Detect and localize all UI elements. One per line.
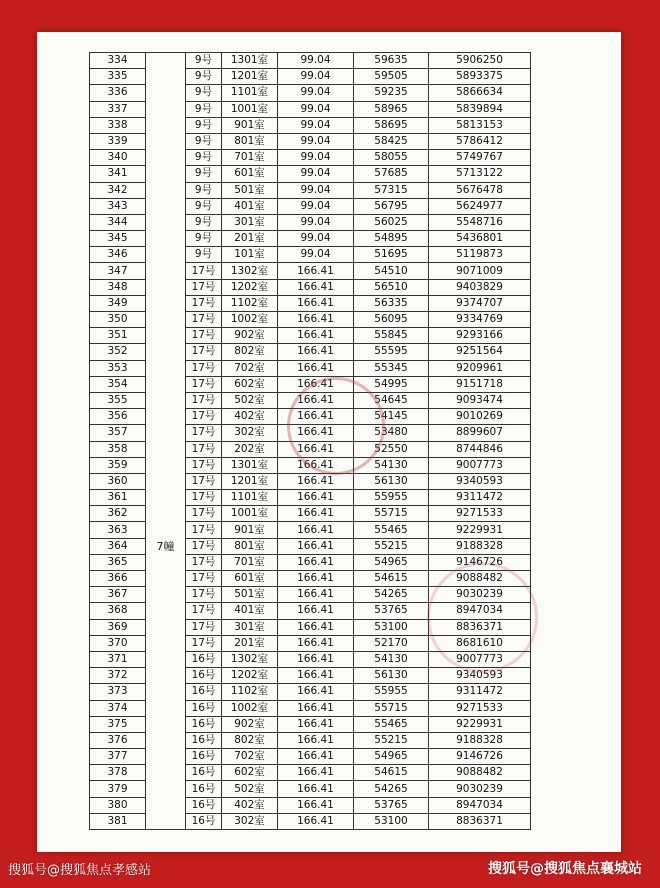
unit-price-cell: 54895 <box>354 231 429 247</box>
unit-price-cell: 55215 <box>354 732 429 748</box>
unit-price-cell: 58965 <box>354 101 429 117</box>
row-number-cell: 345 <box>90 231 146 247</box>
total-price-cell: 5786412 <box>429 133 531 149</box>
total-price-cell: 5676478 <box>429 182 531 198</box>
unit-price-cell: 58055 <box>354 150 429 166</box>
area-cell: 166.41 <box>278 376 354 392</box>
unit-price-cell: 55955 <box>354 490 429 506</box>
unit-number-cell: 17号 <box>186 635 222 651</box>
row-number-cell: 344 <box>90 214 146 230</box>
room-number-cell: 401室 <box>222 198 278 214</box>
room-number-cell: 201室 <box>222 635 278 651</box>
row-number-cell: 356 <box>90 409 146 425</box>
unit-number-cell: 17号 <box>186 344 222 360</box>
row-number-cell: 341 <box>90 166 146 182</box>
total-price-cell: 5548716 <box>429 214 531 230</box>
unit-number-cell: 16号 <box>186 651 222 667</box>
room-number-cell: 302室 <box>222 425 278 441</box>
row-number-cell: 379 <box>90 781 146 797</box>
unit-number-cell: 9号 <box>186 133 222 149</box>
unit-price-cell: 55465 <box>354 522 429 538</box>
unit-price-cell: 56510 <box>354 279 429 295</box>
unit-number-cell: 17号 <box>186 571 222 587</box>
area-cell: 99.04 <box>278 69 354 85</box>
total-price-cell: 5866634 <box>429 85 531 101</box>
unit-number-cell: 17号 <box>186 409 222 425</box>
unit-number-cell: 17号 <box>186 538 222 554</box>
row-number-cell: 343 <box>90 198 146 214</box>
unit-number-cell: 17号 <box>186 587 222 603</box>
room-number-cell: 1302室 <box>222 651 278 667</box>
total-price-cell: 9030239 <box>429 781 531 797</box>
unit-price-cell: 55465 <box>354 716 429 732</box>
area-cell: 166.41 <box>278 490 354 506</box>
unit-price-cell: 55215 <box>354 538 429 554</box>
unit-price-cell: 55845 <box>354 328 429 344</box>
area-cell: 166.41 <box>278 457 354 473</box>
row-number-cell: 365 <box>90 554 146 570</box>
unit-price-cell: 53765 <box>354 603 429 619</box>
total-price-cell: 5713122 <box>429 166 531 182</box>
room-number-cell: 201室 <box>222 231 278 247</box>
unit-number-cell: 17号 <box>186 522 222 538</box>
unit-price-cell: 56025 <box>354 214 429 230</box>
row-number-cell: 363 <box>90 522 146 538</box>
unit-number-cell: 17号 <box>186 619 222 635</box>
total-price-cell: 9010269 <box>429 409 531 425</box>
unit-price-cell: 54645 <box>354 392 429 408</box>
area-cell: 166.41 <box>278 651 354 667</box>
row-number-cell: 369 <box>90 619 146 635</box>
unit-price-cell: 59635 <box>354 53 429 69</box>
area-cell: 166.41 <box>278 295 354 311</box>
total-price-cell: 9146726 <box>429 554 531 570</box>
room-number-cell: 901室 <box>222 117 278 133</box>
unit-price-cell: 53100 <box>354 813 429 829</box>
row-number-cell: 352 <box>90 344 146 360</box>
total-price-cell: 9188328 <box>429 538 531 554</box>
total-price-cell: 9229931 <box>429 522 531 538</box>
row-number-cell: 378 <box>90 765 146 781</box>
unit-price-cell: 54145 <box>354 409 429 425</box>
total-price-cell: 9007773 <box>429 457 531 473</box>
total-price-cell: 8947034 <box>429 603 531 619</box>
room-number-cell: 301室 <box>222 214 278 230</box>
room-number-cell: 1202室 <box>222 279 278 295</box>
area-cell: 166.41 <box>278 409 354 425</box>
unit-price-cell: 59505 <box>354 69 429 85</box>
area-cell: 166.41 <box>278 312 354 328</box>
total-price-cell: 9340593 <box>429 473 531 489</box>
unit-number-cell: 16号 <box>186 700 222 716</box>
row-number-cell: 347 <box>90 263 146 279</box>
row-number-cell: 372 <box>90 668 146 684</box>
row-number-cell: 375 <box>90 716 146 732</box>
area-cell: 166.41 <box>278 813 354 829</box>
unit-price-cell: 54130 <box>354 651 429 667</box>
room-number-cell: 1101室 <box>222 85 278 101</box>
room-number-cell: 601室 <box>222 166 278 182</box>
unit-price-cell: 58695 <box>354 117 429 133</box>
area-cell: 166.41 <box>278 538 354 554</box>
room-number-cell: 1001室 <box>222 506 278 522</box>
room-number-cell: 202室 <box>222 441 278 457</box>
area-cell: 99.04 <box>278 231 354 247</box>
row-number-cell: 335 <box>90 69 146 85</box>
room-number-cell: 1301室 <box>222 457 278 473</box>
total-price-cell: 5119873 <box>429 247 531 263</box>
unit-price-cell: 54510 <box>354 263 429 279</box>
room-number-cell: 902室 <box>222 328 278 344</box>
unit-number-cell: 9号 <box>186 231 222 247</box>
total-price-cell: 9251564 <box>429 344 531 360</box>
room-number-cell: 402室 <box>222 797 278 813</box>
total-price-cell: 9088482 <box>429 571 531 587</box>
total-price-cell: 5839894 <box>429 101 531 117</box>
total-price-cell: 9293166 <box>429 328 531 344</box>
row-number-cell: 373 <box>90 684 146 700</box>
area-cell: 99.04 <box>278 101 354 117</box>
room-number-cell: 501室 <box>222 182 278 198</box>
row-number-cell: 367 <box>90 587 146 603</box>
area-cell: 99.04 <box>278 150 354 166</box>
area-cell: 166.41 <box>278 279 354 295</box>
row-number-cell: 339 <box>90 133 146 149</box>
unit-number-cell: 9号 <box>186 85 222 101</box>
document-page <box>37 32 621 852</box>
unit-number-cell: 16号 <box>186 781 222 797</box>
watermark-left: 搜狐号@搜狐焦点孝感站 <box>8 863 152 878</box>
row-number-cell: 358 <box>90 441 146 457</box>
unit-number-cell: 16号 <box>186 813 222 829</box>
row-number-cell: 364 <box>90 538 146 554</box>
room-number-cell: 1201室 <box>222 473 278 489</box>
building-cell-blank <box>146 53 186 263</box>
unit-number-cell: 16号 <box>186 668 222 684</box>
unit-price-cell: 54995 <box>354 376 429 392</box>
unit-price-cell: 53480 <box>354 425 429 441</box>
unit-price-cell: 54965 <box>354 554 429 570</box>
unit-number-cell: 9号 <box>186 101 222 117</box>
unit-price-cell: 52550 <box>354 441 429 457</box>
row-number-cell: 370 <box>90 635 146 651</box>
row-number-cell: 354 <box>90 376 146 392</box>
unit-price-cell: 57315 <box>354 182 429 198</box>
area-cell: 99.04 <box>278 182 354 198</box>
area-cell: 99.04 <box>278 85 354 101</box>
row-number-cell: 359 <box>90 457 146 473</box>
room-number-cell: 901室 <box>222 522 278 538</box>
total-price-cell: 9030239 <box>429 587 531 603</box>
unit-price-cell: 54130 <box>354 457 429 473</box>
room-number-cell: 1002室 <box>222 312 278 328</box>
total-price-cell: 8836371 <box>429 619 531 635</box>
unit-number-cell: 17号 <box>186 457 222 473</box>
room-number-cell: 1102室 <box>222 295 278 311</box>
unit-number-cell: 9号 <box>186 198 222 214</box>
building-cell: 7幢 <box>146 263 186 830</box>
unit-price-cell: 56795 <box>354 198 429 214</box>
unit-price-cell: 53100 <box>354 619 429 635</box>
unit-price-cell: 54965 <box>354 749 429 765</box>
unit-number-cell: 17号 <box>186 554 222 570</box>
total-price-cell: 9088482 <box>429 765 531 781</box>
total-price-cell: 9311472 <box>429 684 531 700</box>
total-price-cell: 9007773 <box>429 651 531 667</box>
room-number-cell: 1101室 <box>222 490 278 506</box>
total-price-cell: 8899607 <box>429 425 531 441</box>
room-number-cell: 802室 <box>222 732 278 748</box>
row-number-cell: 349 <box>90 295 146 311</box>
row-number-cell: 355 <box>90 392 146 408</box>
total-price-cell: 9093474 <box>429 392 531 408</box>
room-number-cell: 501室 <box>222 587 278 603</box>
unit-number-cell: 16号 <box>186 716 222 732</box>
room-number-cell: 602室 <box>222 765 278 781</box>
area-cell: 166.41 <box>278 684 354 700</box>
room-number-cell: 1202室 <box>222 668 278 684</box>
unit-price-cell: 56335 <box>354 295 429 311</box>
unit-number-cell: 9号 <box>186 182 222 198</box>
area-cell: 166.41 <box>278 781 354 797</box>
table-row <box>90 263 531 279</box>
area-cell: 166.41 <box>278 603 354 619</box>
row-number-cell: 353 <box>90 360 146 376</box>
area-cell: 166.41 <box>278 619 354 635</box>
row-number-cell: 357 <box>90 425 146 441</box>
total-price-cell: 9188328 <box>429 732 531 748</box>
unit-price-cell: 54265 <box>354 781 429 797</box>
total-price-cell: 8744846 <box>429 441 531 457</box>
area-cell: 166.41 <box>278 700 354 716</box>
unit-price-cell: 58425 <box>354 133 429 149</box>
room-number-cell: 702室 <box>222 360 278 376</box>
area-cell: 99.04 <box>278 53 354 69</box>
unit-number-cell: 17号 <box>186 506 222 522</box>
row-number-cell: 361 <box>90 490 146 506</box>
area-cell: 166.41 <box>278 506 354 522</box>
area-cell: 166.41 <box>278 554 354 570</box>
row-number-cell: 337 <box>90 101 146 117</box>
room-number-cell: 601室 <box>222 571 278 587</box>
area-cell: 166.41 <box>278 668 354 684</box>
row-number-cell: 380 <box>90 797 146 813</box>
unit-price-cell: 56130 <box>354 473 429 489</box>
row-number-cell: 340 <box>90 150 146 166</box>
unit-price-cell: 56130 <box>354 668 429 684</box>
room-number-cell: 101室 <box>222 247 278 263</box>
room-number-cell: 1002室 <box>222 700 278 716</box>
row-number-cell: 338 <box>90 117 146 133</box>
area-cell: 166.41 <box>278 635 354 651</box>
room-number-cell: 402室 <box>222 409 278 425</box>
row-number-cell: 362 <box>90 506 146 522</box>
total-price-cell: 9340593 <box>429 668 531 684</box>
area-cell: 166.41 <box>278 571 354 587</box>
unit-price-cell: 54615 <box>354 571 429 587</box>
area-cell: 166.41 <box>278 522 354 538</box>
unit-price-table <box>89 52 531 830</box>
area-cell: 99.04 <box>278 166 354 182</box>
total-price-cell: 9334769 <box>429 312 531 328</box>
unit-price-cell: 52170 <box>354 635 429 651</box>
area-cell: 166.41 <box>278 328 354 344</box>
unit-number-cell: 17号 <box>186 360 222 376</box>
unit-number-cell: 17号 <box>186 392 222 408</box>
room-number-cell: 1201室 <box>222 69 278 85</box>
room-number-cell: 801室 <box>222 133 278 149</box>
area-cell: 166.41 <box>278 360 354 376</box>
total-price-cell: 9229931 <box>429 716 531 732</box>
unit-price-cell: 56095 <box>354 312 429 328</box>
room-number-cell: 702室 <box>222 749 278 765</box>
total-price-cell: 8681610 <box>429 635 531 651</box>
area-cell: 166.41 <box>278 441 354 457</box>
watermark-right: 搜狐号@搜狐焦点襄城站 <box>488 861 642 877</box>
total-price-cell: 9071009 <box>429 263 531 279</box>
total-price-cell: 9311472 <box>429 490 531 506</box>
room-number-cell: 602室 <box>222 376 278 392</box>
room-number-cell: 502室 <box>222 392 278 408</box>
total-price-cell: 9271533 <box>429 506 531 522</box>
area-cell: 166.41 <box>278 732 354 748</box>
room-number-cell: 701室 <box>222 554 278 570</box>
room-number-cell: 802室 <box>222 344 278 360</box>
area-cell: 166.41 <box>278 797 354 813</box>
row-number-cell: 350 <box>90 312 146 328</box>
unit-number-cell: 16号 <box>186 749 222 765</box>
unit-number-cell: 9号 <box>186 214 222 230</box>
area-cell: 166.41 <box>278 749 354 765</box>
unit-price-cell: 57685 <box>354 166 429 182</box>
unit-price-cell: 55715 <box>354 506 429 522</box>
row-number-cell: 376 <box>90 732 146 748</box>
table-body <box>90 53 531 830</box>
unit-number-cell: 17号 <box>186 603 222 619</box>
total-price-cell: 9146726 <box>429 749 531 765</box>
unit-price-cell: 51695 <box>354 247 429 263</box>
unit-number-cell: 17号 <box>186 376 222 392</box>
total-price-cell: 5893375 <box>429 69 531 85</box>
total-price-cell: 9374707 <box>429 295 531 311</box>
area-cell: 166.41 <box>278 765 354 781</box>
row-number-cell: 346 <box>90 247 146 263</box>
row-number-cell: 366 <box>90 571 146 587</box>
total-price-cell: 9271533 <box>429 700 531 716</box>
unit-number-cell: 17号 <box>186 328 222 344</box>
unit-number-cell: 17号 <box>186 473 222 489</box>
row-number-cell: 374 <box>90 700 146 716</box>
unit-number-cell: 9号 <box>186 117 222 133</box>
unit-price-cell: 54615 <box>354 765 429 781</box>
row-number-cell: 360 <box>90 473 146 489</box>
total-price-cell: 9151718 <box>429 376 531 392</box>
area-cell: 99.04 <box>278 133 354 149</box>
unit-price-cell: 54265 <box>354 587 429 603</box>
total-price-cell: 5906250 <box>429 53 531 69</box>
row-number-cell: 377 <box>90 749 146 765</box>
unit-price-cell: 55345 <box>354 360 429 376</box>
unit-number-cell: 17号 <box>186 425 222 441</box>
unit-number-cell: 16号 <box>186 684 222 700</box>
room-number-cell: 1001室 <box>222 101 278 117</box>
unit-number-cell: 17号 <box>186 441 222 457</box>
row-number-cell: 368 <box>90 603 146 619</box>
table-row <box>90 53 531 69</box>
row-number-cell: 342 <box>90 182 146 198</box>
room-number-cell: 301室 <box>222 619 278 635</box>
area-cell: 166.41 <box>278 587 354 603</box>
room-number-cell: 1102室 <box>222 684 278 700</box>
room-number-cell: 502室 <box>222 781 278 797</box>
unit-number-cell: 9号 <box>186 247 222 263</box>
total-price-cell: 5624977 <box>429 198 531 214</box>
total-price-cell: 5436801 <box>429 231 531 247</box>
area-cell: 99.04 <box>278 198 354 214</box>
unit-number-cell: 9号 <box>186 69 222 85</box>
area-cell: 166.41 <box>278 473 354 489</box>
unit-number-cell: 9号 <box>186 53 222 69</box>
unit-number-cell: 9号 <box>186 166 222 182</box>
unit-number-cell: 16号 <box>186 765 222 781</box>
area-cell: 166.41 <box>278 263 354 279</box>
total-price-cell: 9209961 <box>429 360 531 376</box>
area-cell: 99.04 <box>278 117 354 133</box>
room-number-cell: 302室 <box>222 813 278 829</box>
area-cell: 166.41 <box>278 392 354 408</box>
total-price-cell: 5749767 <box>429 150 531 166</box>
unit-number-cell: 17号 <box>186 490 222 506</box>
row-number-cell: 351 <box>90 328 146 344</box>
total-price-cell: 5813153 <box>429 117 531 133</box>
total-price-cell: 8947034 <box>429 797 531 813</box>
room-number-cell: 1302室 <box>222 263 278 279</box>
area-cell: 99.04 <box>278 214 354 230</box>
room-number-cell: 701室 <box>222 150 278 166</box>
unit-number-cell: 17号 <box>186 312 222 328</box>
unit-number-cell: 17号 <box>186 279 222 295</box>
unit-price-cell: 55955 <box>354 684 429 700</box>
room-number-cell: 1301室 <box>222 53 278 69</box>
room-number-cell: 801室 <box>222 538 278 554</box>
row-number-cell: 334 <box>90 53 146 69</box>
unit-number-cell: 9号 <box>186 150 222 166</box>
room-number-cell: 401室 <box>222 603 278 619</box>
area-cell: 166.41 <box>278 344 354 360</box>
unit-price-cell: 55715 <box>354 700 429 716</box>
row-number-cell: 371 <box>90 651 146 667</box>
unit-number-cell: 16号 <box>186 732 222 748</box>
room-number-cell: 902室 <box>222 716 278 732</box>
total-price-cell: 9403829 <box>429 279 531 295</box>
area-cell: 166.41 <box>278 716 354 732</box>
unit-price-cell: 55595 <box>354 344 429 360</box>
unit-number-cell: 17号 <box>186 295 222 311</box>
row-number-cell: 336 <box>90 85 146 101</box>
row-number-cell: 381 <box>90 813 146 829</box>
unit-price-cell: 53765 <box>354 797 429 813</box>
unit-number-cell: 16号 <box>186 797 222 813</box>
row-number-cell: 348 <box>90 279 146 295</box>
total-price-cell: 8836371 <box>429 813 531 829</box>
unit-number-cell: 17号 <box>186 263 222 279</box>
unit-price-cell: 59235 <box>354 85 429 101</box>
area-cell: 166.41 <box>278 425 354 441</box>
area-cell: 99.04 <box>278 247 354 263</box>
